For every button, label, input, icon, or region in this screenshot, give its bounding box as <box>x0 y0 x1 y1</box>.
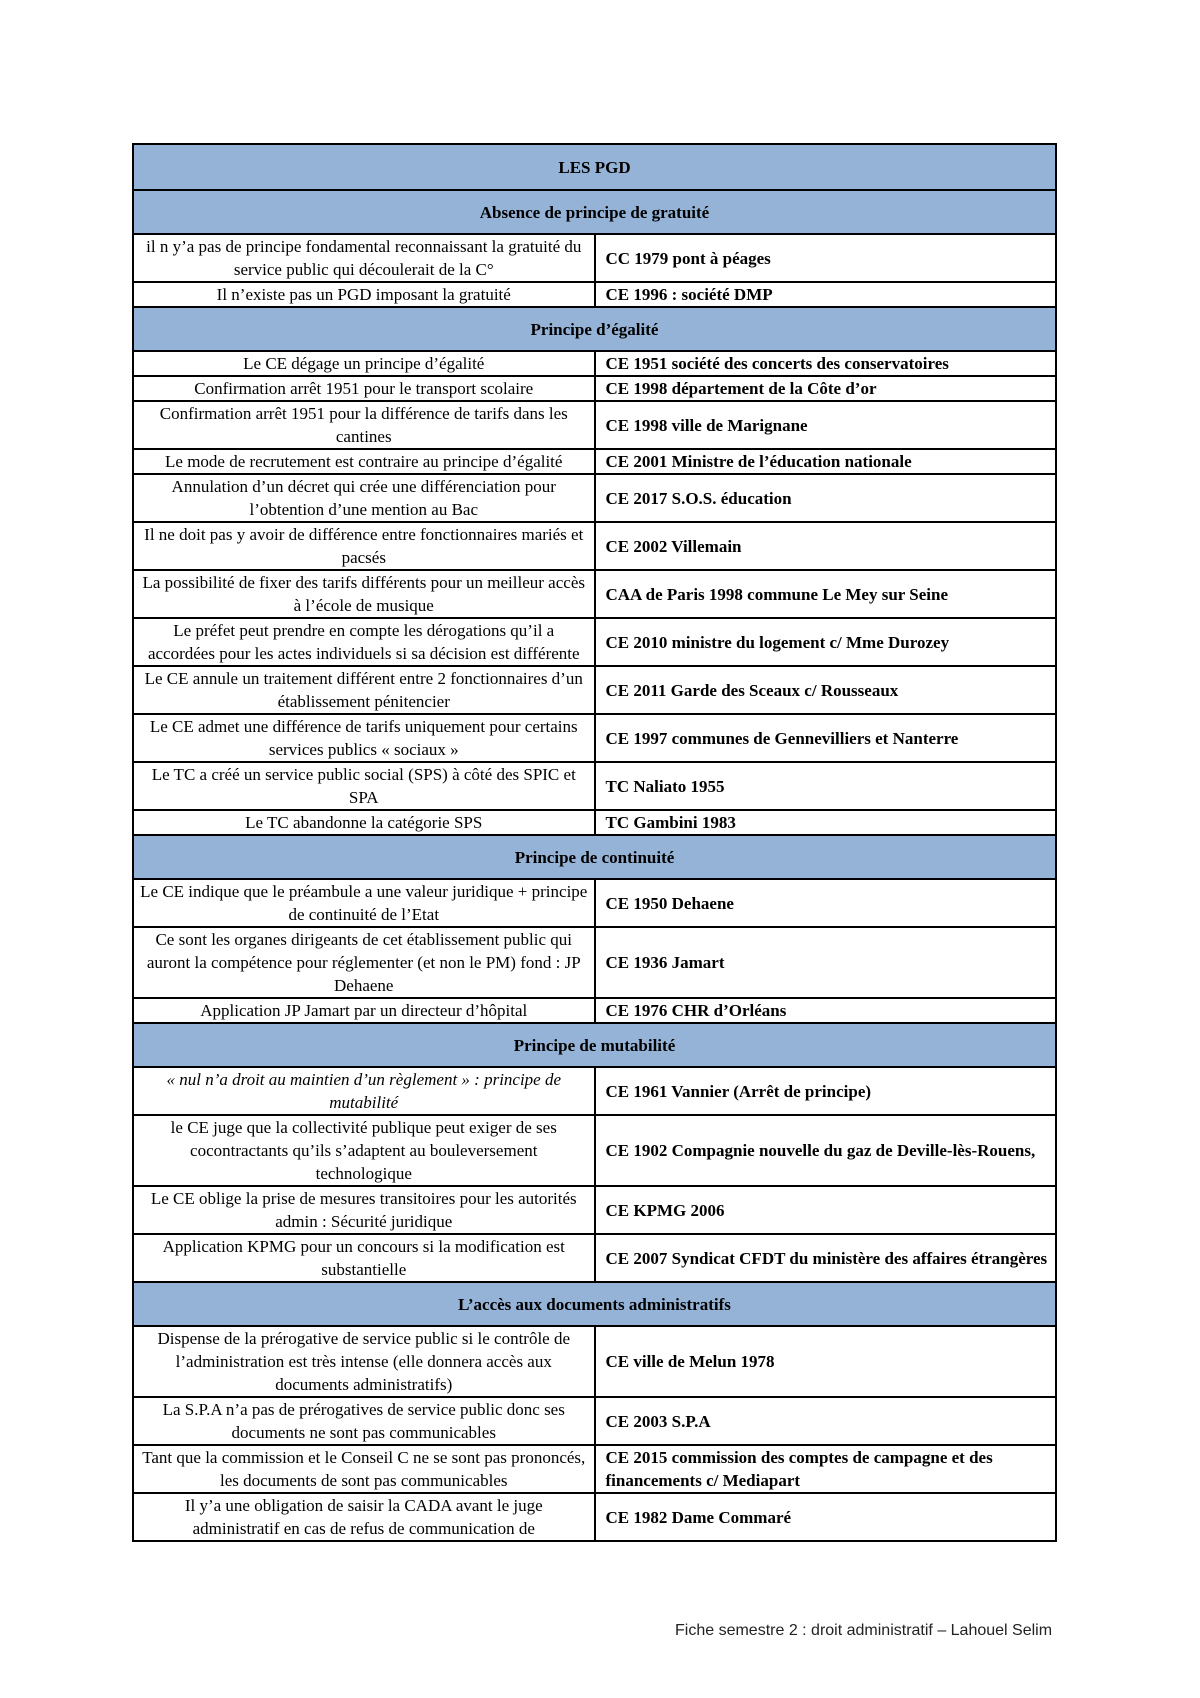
pgd-table <box>132 143 1057 1542</box>
row-reference: CE 1997 communes de Gennevilliers et Nanterre <box>595 714 1057 762</box>
row-description: le CE juge que la collectivité publique peut exiger de ses cocontractants qu’ils s’adaptent au bouleversement technologique <box>133 1115 595 1186</box>
row-description: Il ne doit pas y avoir de différence entre fonctionnaires mariés et pacsés <box>133 522 595 570</box>
row-reference: CE 1998 ville de Marignane <box>595 401 1057 449</box>
row-reference: CE 1996 : société DMP <box>595 282 1057 307</box>
table-title-row <box>133 144 1056 190</box>
row-reference: CE 1950 Dehaene <box>595 879 1057 927</box>
section-heading: L’accès aux documents administratifs <box>133 1282 1056 1326</box>
row-reference: CE 2002 Villemain <box>595 522 1057 570</box>
row-description: Le TC a créé un service public social (SPS) à côté des SPIC et SPA <box>133 762 595 810</box>
section-heading-row <box>133 1023 1056 1067</box>
row-reference: TC Gambini 1983 <box>595 810 1057 835</box>
row-reference: CC 1979 pont à péages <box>595 234 1057 282</box>
table-row <box>133 1234 1056 1282</box>
section-heading-row <box>133 1282 1056 1326</box>
row-reference: CE 2015 commission des comptes de campagne et des financements c/ Mediapart <box>595 1445 1057 1493</box>
row-reference: CE ville de Melun 1978 <box>595 1326 1057 1397</box>
row-description: Application KPMG pour un concours si la modification est substantielle <box>133 1234 595 1282</box>
table-row <box>133 522 1056 570</box>
table-row <box>133 998 1056 1023</box>
page-footer: Fiche semestre 2 : droit administratif – Lahouel Selim <box>675 1622 1053 1639</box>
table-row <box>133 1067 1056 1115</box>
row-description: Confirmation arrêt 1951 pour le transport scolaire <box>133 376 595 401</box>
row-description: Tant que la commission et le Conseil C ne se sont pas prononcés, les documents de sont pas communicables <box>133 1445 595 1493</box>
table-row <box>133 1493 1056 1541</box>
row-description: Le préfet peut prendre en compte les dérogations qu’il a accordées pour les actes individuels si sa décision est différente <box>133 618 595 666</box>
row-description: Confirmation arrêt 1951 pour la différence de tarifs dans les cantines <box>133 401 595 449</box>
row-description: Annulation d’un décret qui crée une différenciation pour l’obtention d’une mention au Bac <box>133 474 595 522</box>
row-reference: CE 1936 Jamart <box>595 927 1057 998</box>
table-row <box>133 810 1056 835</box>
table-row <box>133 1186 1056 1234</box>
row-reference: CE 1982 Dame Commaré <box>595 1493 1057 1541</box>
row-description: il n y’a pas de principe fondamental reconnaissant la gratuité du service public qui découlerait de la C° <box>133 234 595 282</box>
table-row <box>133 282 1056 307</box>
row-description: Le CE annule un traitement différent entre 2 fonctionnaires d’un établissement pénitencier <box>133 666 595 714</box>
row-reference: CE 1998 département de la Côte d’or <box>595 376 1057 401</box>
row-description: La possibilité de fixer des tarifs différents pour un meilleur accès à l’école de musique <box>133 570 595 618</box>
table-row <box>133 570 1056 618</box>
table-row <box>133 762 1056 810</box>
table-row <box>133 376 1056 401</box>
table-body <box>133 144 1056 1541</box>
table-row <box>133 351 1056 376</box>
row-reference: CE 2017 S.O.S. éducation <box>595 474 1057 522</box>
row-description: Le CE oblige la prise de mesures transitoires pour les autorités admin : Sécurité juridique <box>133 1186 595 1234</box>
section-heading-row <box>133 190 1056 234</box>
table-row <box>133 1445 1056 1493</box>
row-reference: CE 2011 Garde des Sceaux c/ Rousseaux <box>595 666 1057 714</box>
table-row <box>133 474 1056 522</box>
row-description: Ce sont les organes dirigeants de cet établissement public qui auront la compétence pour réglementer (et non le PM) fond : JP Dehaene <box>133 927 595 998</box>
row-description: Le TC abandonne la catégorie SPS <box>133 810 595 835</box>
section-heading: Principe d’égalité <box>133 307 1056 351</box>
row-reference: CE 1976 CHR d’Orléans <box>595 998 1057 1023</box>
row-description: Application JP Jamart par un directeur d’hôpital <box>133 998 595 1023</box>
row-description: Il y’a une obligation de saisir la CADA avant le juge administratif en cas de refus de communication de <box>133 1493 595 1541</box>
table-title: LES PGD <box>133 144 1056 190</box>
row-description: Le CE indique que le préambule a une valeur juridique + principe de continuité de l’Etat <box>133 879 595 927</box>
section-heading-row <box>133 307 1056 351</box>
section-heading: Absence de principe de gratuité <box>133 190 1056 234</box>
row-description: Il n’existe pas un PGD imposant la gratuité <box>133 282 595 307</box>
row-reference: CE 2010 ministre du logement c/ Mme Durozey <box>595 618 1057 666</box>
row-reference: CE 1961 Vannier (Arrêt de principe) <box>595 1067 1057 1115</box>
section-heading: Principe de continuité <box>133 835 1056 879</box>
table-row <box>133 666 1056 714</box>
row-reference: CE 2007 Syndicat CFDT du ministère des affaires étrangères <box>595 1234 1057 1282</box>
table-row <box>133 618 1056 666</box>
row-description: Le CE admet une différence de tarifs uniquement pour certains services publics « sociaux » <box>133 714 595 762</box>
row-reference: CE 1951 société des concerts des conservatoires <box>595 351 1057 376</box>
table-row <box>133 879 1056 927</box>
row-reference: CE 2001 Ministre de l’éducation nationale <box>595 449 1057 474</box>
row-reference: CE 2003 S.P.A <box>595 1397 1057 1445</box>
row-description: « nul n’a droit au maintien d’un règlement » : principe de mutabilité <box>133 1067 595 1115</box>
table-row <box>133 401 1056 449</box>
table-row <box>133 1326 1056 1397</box>
table-row <box>133 1397 1056 1445</box>
row-description: Le mode de recrutement est contraire au principe d’égalité <box>133 449 595 474</box>
row-reference: CE 1902 Compagnie nouvelle du gaz de Deville-lès-Rouens, <box>595 1115 1057 1186</box>
table-row <box>133 714 1056 762</box>
row-description: La S.P.A n’a pas de prérogatives de service public donc ses documents ne sont pas communicables <box>133 1397 595 1445</box>
table-row <box>133 1115 1056 1186</box>
row-description: Dispense de la prérogative de service public si le contrôle de l’administration est très intense (elle donnera accès aux documents administratifs) <box>133 1326 595 1397</box>
section-heading-row <box>133 835 1056 879</box>
row-reference: CAA de Paris 1998 commune Le Mey sur Seine <box>595 570 1057 618</box>
section-heading: Principe de mutabilité <box>133 1023 1056 1067</box>
row-description: Le CE dégage un principe d’égalité <box>133 351 595 376</box>
table-row <box>133 927 1056 998</box>
row-reference: CE KPMG 2006 <box>595 1186 1057 1234</box>
row-reference: TC Naliato 1955 <box>595 762 1057 810</box>
table-row <box>133 449 1056 474</box>
table-row <box>133 234 1056 282</box>
